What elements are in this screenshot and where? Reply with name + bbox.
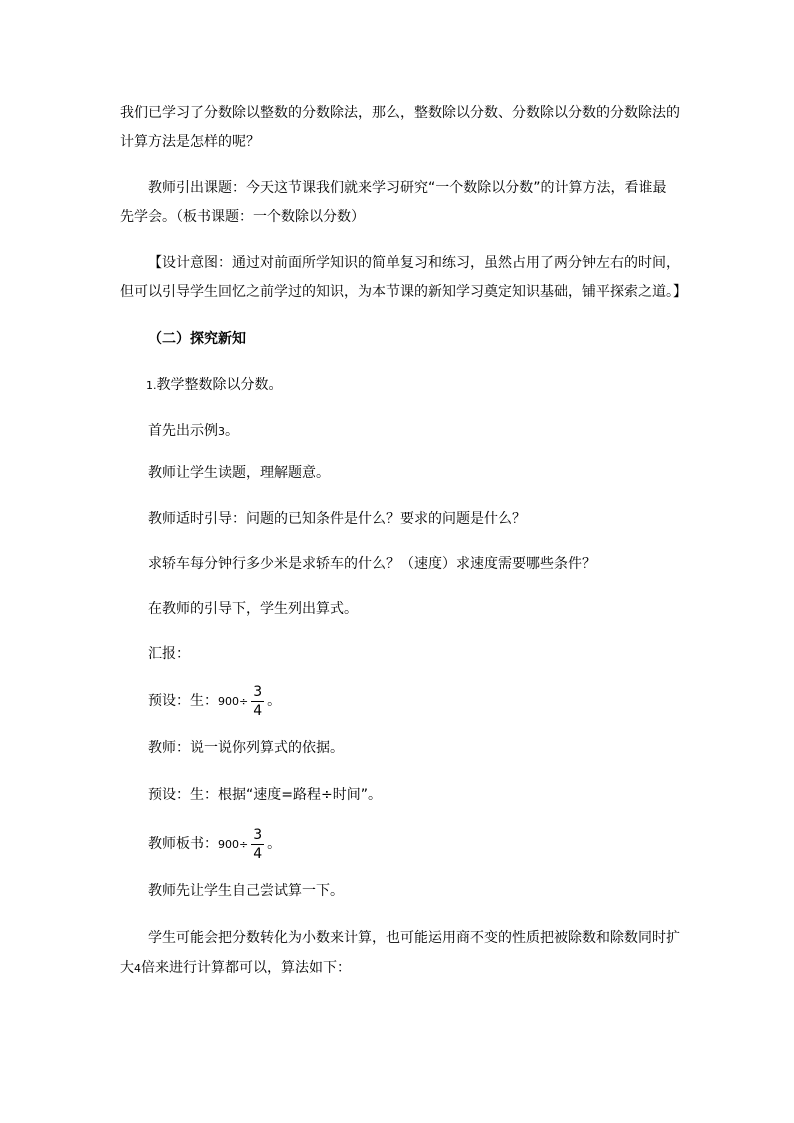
- design-intent-line-2: 但可以引导学生回忆之前学过的知识，为本节课的新知学习奠定知识基础，铺平探索之道。】: [120, 284, 687, 300]
- show-example-line: [148, 421, 239, 442]
- report-line: 汇报：: [148, 646, 190, 662]
- board-end: 。: [267, 836, 282, 852]
- last-paragraph-line-2: [120, 958, 351, 979]
- preset-1-end: 。: [267, 693, 282, 709]
- list-item-1: [146, 375, 283, 396]
- board-writing-line: [148, 824, 281, 865]
- guide-line: 教师适时引导：问题的已知条件是什么？要求的问题是什么？: [148, 511, 526, 527]
- section-heading: （二）探究新知: [148, 331, 246, 347]
- paragraph-1-line-2: 计算方法是怎样的呢？: [120, 134, 260, 150]
- last-paragraph-text-a: 大: [120, 960, 134, 976]
- fraction-three-quarters: [251, 826, 264, 863]
- last-paragraph-line-1: 学生可能会把分数转化为小数来计算，也可能运用商不变的性质把被除数和除数同时扩: [148, 930, 680, 946]
- fraction-numerator: 3: [253, 683, 263, 700]
- fraction-three-quarters: [251, 683, 264, 720]
- fraction-denominator: 4: [253, 702, 263, 719]
- show-example-text: 首先出示例: [148, 423, 218, 439]
- write-formula-line: 在教师的引导下，学生列出算式。: [148, 601, 358, 617]
- multiplier-number: 4: [134, 962, 141, 975]
- design-intent-line-1: 【设计意图：通过对前面所学知识的简单复习和练习，虽然占用了两分钟左右的时间，: [148, 255, 680, 271]
- example-number: 3: [218, 425, 225, 438]
- last-paragraph-text-b: 倍来进行计算都可以，算法如下：: [141, 960, 351, 976]
- speed-question-line: 求轿车每分钟行多少米是求轿车的什么？（速度）求速度需要哪些条件？: [148, 556, 596, 572]
- paragraph-2-line-2: 先学会。（板书课题：一个数除以分数）: [120, 209, 365, 225]
- teacher-ask-line: 教师：说一说你列算式的依据。: [148, 740, 344, 756]
- preset-1-label: 预设：生：: [148, 693, 218, 709]
- preset-1-line: [148, 681, 281, 722]
- list-item-number: 1.: [146, 379, 157, 392]
- list-item-text: 教学整数除以分数。: [156, 377, 283, 393]
- board-expression: 900÷: [218, 838, 249, 851]
- preset-1-expression: 900÷: [218, 695, 249, 708]
- fraction-numerator: 3: [253, 826, 263, 843]
- show-example-end: 。: [225, 423, 239, 439]
- board-label: 教师板书：: [148, 836, 218, 852]
- preset-2-line: 预设：生：根据“速度=路程÷时间”。: [148, 787, 382, 803]
- read-question-line: 教师让学生读题，理解题意。: [148, 465, 330, 481]
- paragraph-2-line-1: 教师引出课题：今天这节课我们就来学习研究“一个数除以分数”的计算方法，看谁最: [148, 180, 667, 196]
- try-self-line: 教师先让学生自己尝试算一下。: [148, 883, 344, 899]
- paragraph-1-line-1: 我们已学习了分数除以整数的分数除法，那么，整数除以分数、分数除以分数的分数除法的: [120, 105, 680, 121]
- fraction-denominator: 4: [253, 845, 263, 862]
